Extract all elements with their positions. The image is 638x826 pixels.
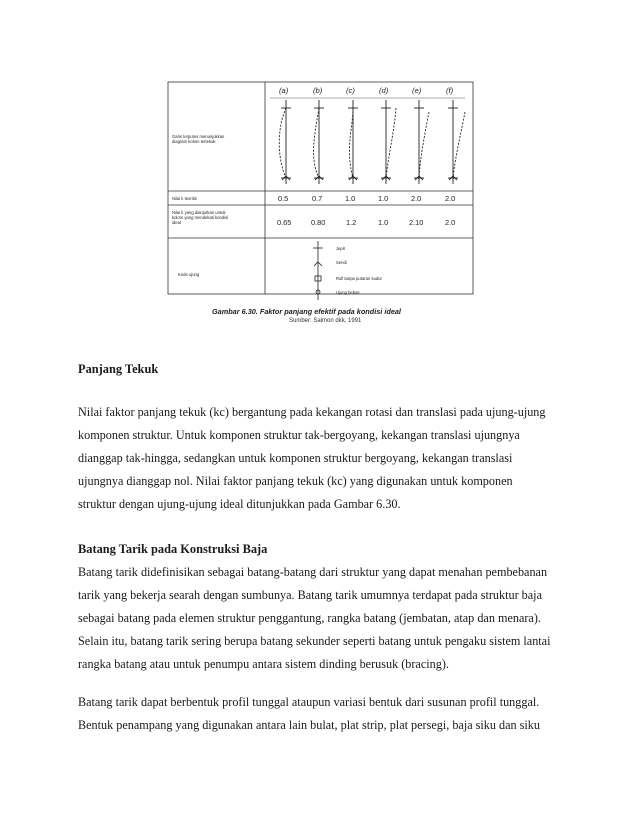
buckled-shape-curve <box>419 112 429 178</box>
recommended-row-label <box>172 210 228 226</box>
section-heading-tension-member: Batang Tarik pada Konstruksi Baja <box>78 542 268 556</box>
figure-source: Sumber: Salmon dkk, 1991 <box>289 318 362 324</box>
diagram-row-label-line: Garis terputus menunjukkan <box>172 134 225 139</box>
column-label-c: (c) <box>346 86 355 95</box>
theory-value-e: 2.0 <box>411 194 422 203</box>
recommended-value-e: 2.10 <box>409 218 424 227</box>
figure-table-lines <box>160 78 478 308</box>
paragraph-line: dianggap tak-hingga, sedangkan untuk komponen struktur bergoyang, kekangan translasi <box>78 451 513 465</box>
theory-value-d: 1.0 <box>378 194 389 203</box>
buckled-shape-curve <box>453 112 465 178</box>
column-label-d: (d) <box>379 86 389 95</box>
paragraph-line: struktur dengan ujung-ujung ideal ditunjukkan pada Gambar 6.30. <box>78 497 401 511</box>
column-label-f: (f) <box>446 86 454 95</box>
column-label-b: (b) <box>313 86 323 95</box>
theory-value-f: 2.0 <box>445 194 456 203</box>
paragraph-line: rangka batang atau untuk penumpu antara sistem dinding berusuk (bracing). <box>78 657 449 671</box>
paragraph-line: Bentuk penampang yang digunakan antara lain bulat, plat strip, plat persegi, baja siku dan siku <box>78 718 540 732</box>
paragraph-line: ujungnya dianggap nol. Nilai faktor panjang tekuk (kc) yang digunakan untuk komponen <box>78 474 513 488</box>
theory-row-label: Nilai k teoritis <box>172 196 197 201</box>
section-heading-effective-length: Panjang Tekuk <box>78 362 159 376</box>
recommended-row-label-line: kolom yang mendekati kondisi <box>172 215 229 221</box>
recommended-value-f: 2.0 <box>445 218 456 227</box>
recommended-row-label-line: Nilai k yang dianjurkan untuk <box>172 210 226 215</box>
buckled-shape-curve <box>386 108 396 178</box>
column-label-e: (e) <box>412 86 422 95</box>
recommended-value-a: 0.65 <box>277 218 292 227</box>
recommended-value-d: 1.0 <box>378 218 389 227</box>
recommended-row-label-line: ideal <box>172 220 181 226</box>
recommended-value-b: 0.80 <box>311 218 326 227</box>
buckled-shape-curve <box>349 108 353 178</box>
theory-value-b: 0.7 <box>312 194 323 203</box>
recommended-value-c: 1.2 <box>346 218 357 227</box>
buckled-shape-curve <box>279 108 286 178</box>
paragraph-line: sebagai batang pada elemen struktur penggantung, rangka batang (jembatan, atap dan menara). <box>78 611 541 625</box>
figure-caption: Gambar 6.30. Faktor panjang efektif pada kondisi ideal <box>212 307 401 316</box>
theory-value-c: 1.0 <box>345 194 356 203</box>
legend-pinned-label: Sendi <box>336 260 347 265</box>
paragraph-line: tarik yang bekerja searah dengan sumbunya. Batang tarik umumnya terdapat pada struktur baja <box>78 588 542 602</box>
legend-roller-label: Roll tanpa putaran sudut <box>336 276 382 281</box>
diagram-row-label-line: diagram kolom tertekuk <box>172 139 216 145</box>
theory-value-a: 0.5 <box>278 194 289 203</box>
legend-free-end-label: Ujung bebas <box>336 290 360 295</box>
paragraph-line: Batang tarik dapat berbentuk profil tunggal ataupun variasi bentuk dari susunan profil tunggal. <box>78 695 540 709</box>
diagram-row-label <box>172 134 224 144</box>
legend-fixed-label: Jepit <box>336 246 345 251</box>
paragraph-line: Selain itu, batang tarik sering berupa batang sekunder seperti batang untuk pengaku sistem lantai <box>78 634 551 648</box>
end-code-row-label: Kode ujung <box>178 272 200 277</box>
paragraph-line: Batang tarik didefinisikan sebagai batang-batang dari struktur yang dapat menahan pembebanan <box>78 565 548 579</box>
paragraph-line: komponen struktur. Untuk komponen struktur tak-bergoyang, kekangan translasi ujungnya <box>78 428 520 442</box>
paragraph-line: Nilai faktor panjang tekuk (kc) bergantung pada kekangan rotasi dan translasi pada ujung-ujung <box>78 405 546 419</box>
column-label-a: (a) <box>279 86 289 95</box>
buckled-shape-curve <box>314 108 319 178</box>
